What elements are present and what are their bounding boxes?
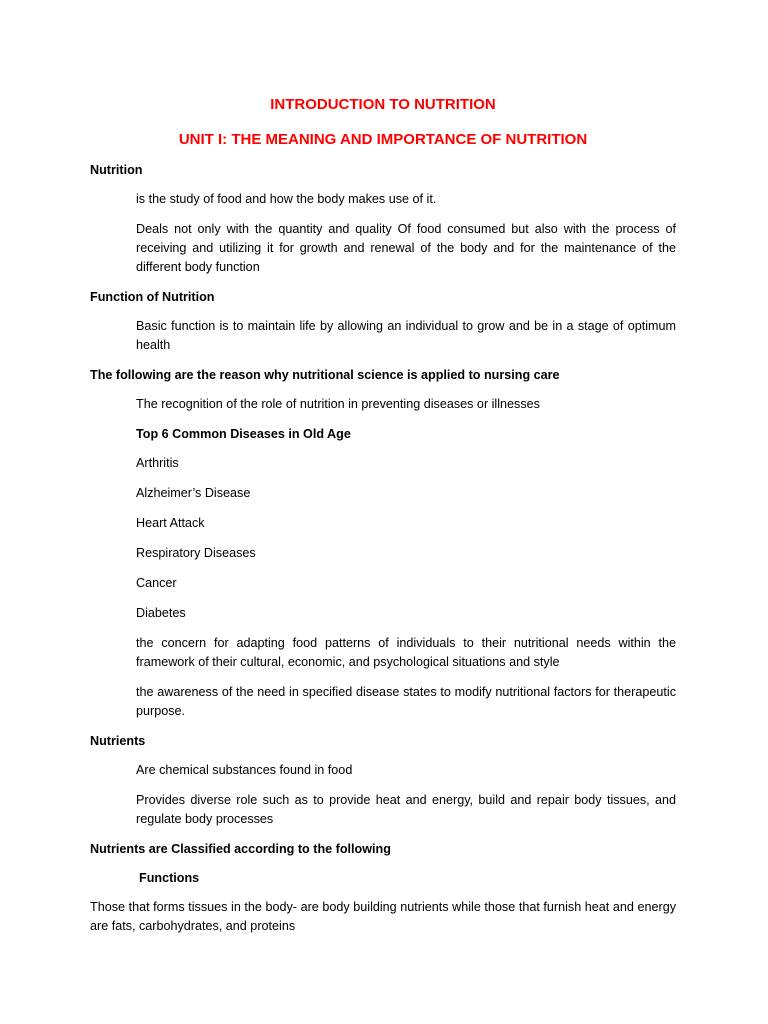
paragraph: Deals not only with the quantity and quality Of food consumed but also with the process of receiving and utilizing it for growth and renewal of the body and for the maintenance of the different body function — [136, 222, 676, 274]
heading-nursing-care-reasons: The following are the reason why nutritional science is applied to nursing care — [90, 368, 560, 382]
paragraph: is the study of food and how the body makes use of it. — [136, 192, 437, 206]
subheading-functions: Functions — [139, 871, 200, 885]
list-item-disease: Respiratory Diseases — [136, 546, 256, 560]
heading-nutrients: Nutrients — [90, 734, 146, 748]
paragraph: Provides diverse role such as to provide heat and energy, build and repair body tissues, and regulate body processes — [136, 793, 676, 826]
paragraph: the awareness of the need in specified disease states to modify nutritional factors for therapeutic purpose. — [136, 685, 676, 718]
list-item-disease: Diabetes — [136, 606, 186, 620]
list-item-disease: Alzheimer’s Disease — [136, 486, 251, 500]
heading-nutrients-classified: Nutrients are Classified according to the following — [90, 842, 391, 856]
document-title: INTRODUCTION TO NUTRITION — [270, 96, 496, 113]
list-item-disease: Heart Attack — [136, 516, 205, 530]
paragraph: Those that forms tissues in the body- are body building nutrients while those that furnish heat and energy are fats, carbohydrates, and proteins — [90, 900, 676, 933]
list-item-disease: Cancer — [136, 576, 177, 590]
paragraph: the concern for adapting food patterns of individuals to their nutritional needs within the framework of their cultural, economic, and psychological situations and style — [136, 636, 676, 669]
unit-title: UNIT I: THE MEANING AND IMPORTANCE OF NUTRITION — [178, 131, 588, 148]
paragraph: Basic function is to maintain life by allowing an individual to grow and be in a stage of optimum health — [136, 319, 676, 352]
heading-nutrition: Nutrition — [90, 163, 143, 177]
heading-function-of-nutrition: Function of Nutrition — [90, 290, 215, 304]
paragraph: Are chemical substances found in food — [136, 763, 353, 777]
paragraph: The recognition of the role of nutrition in preventing diseases or illnesses — [136, 397, 540, 411]
subheading-common-diseases: Top 6 Common Diseases in Old Age — [136, 427, 351, 441]
list-item-disease: Arthritis — [136, 456, 179, 470]
